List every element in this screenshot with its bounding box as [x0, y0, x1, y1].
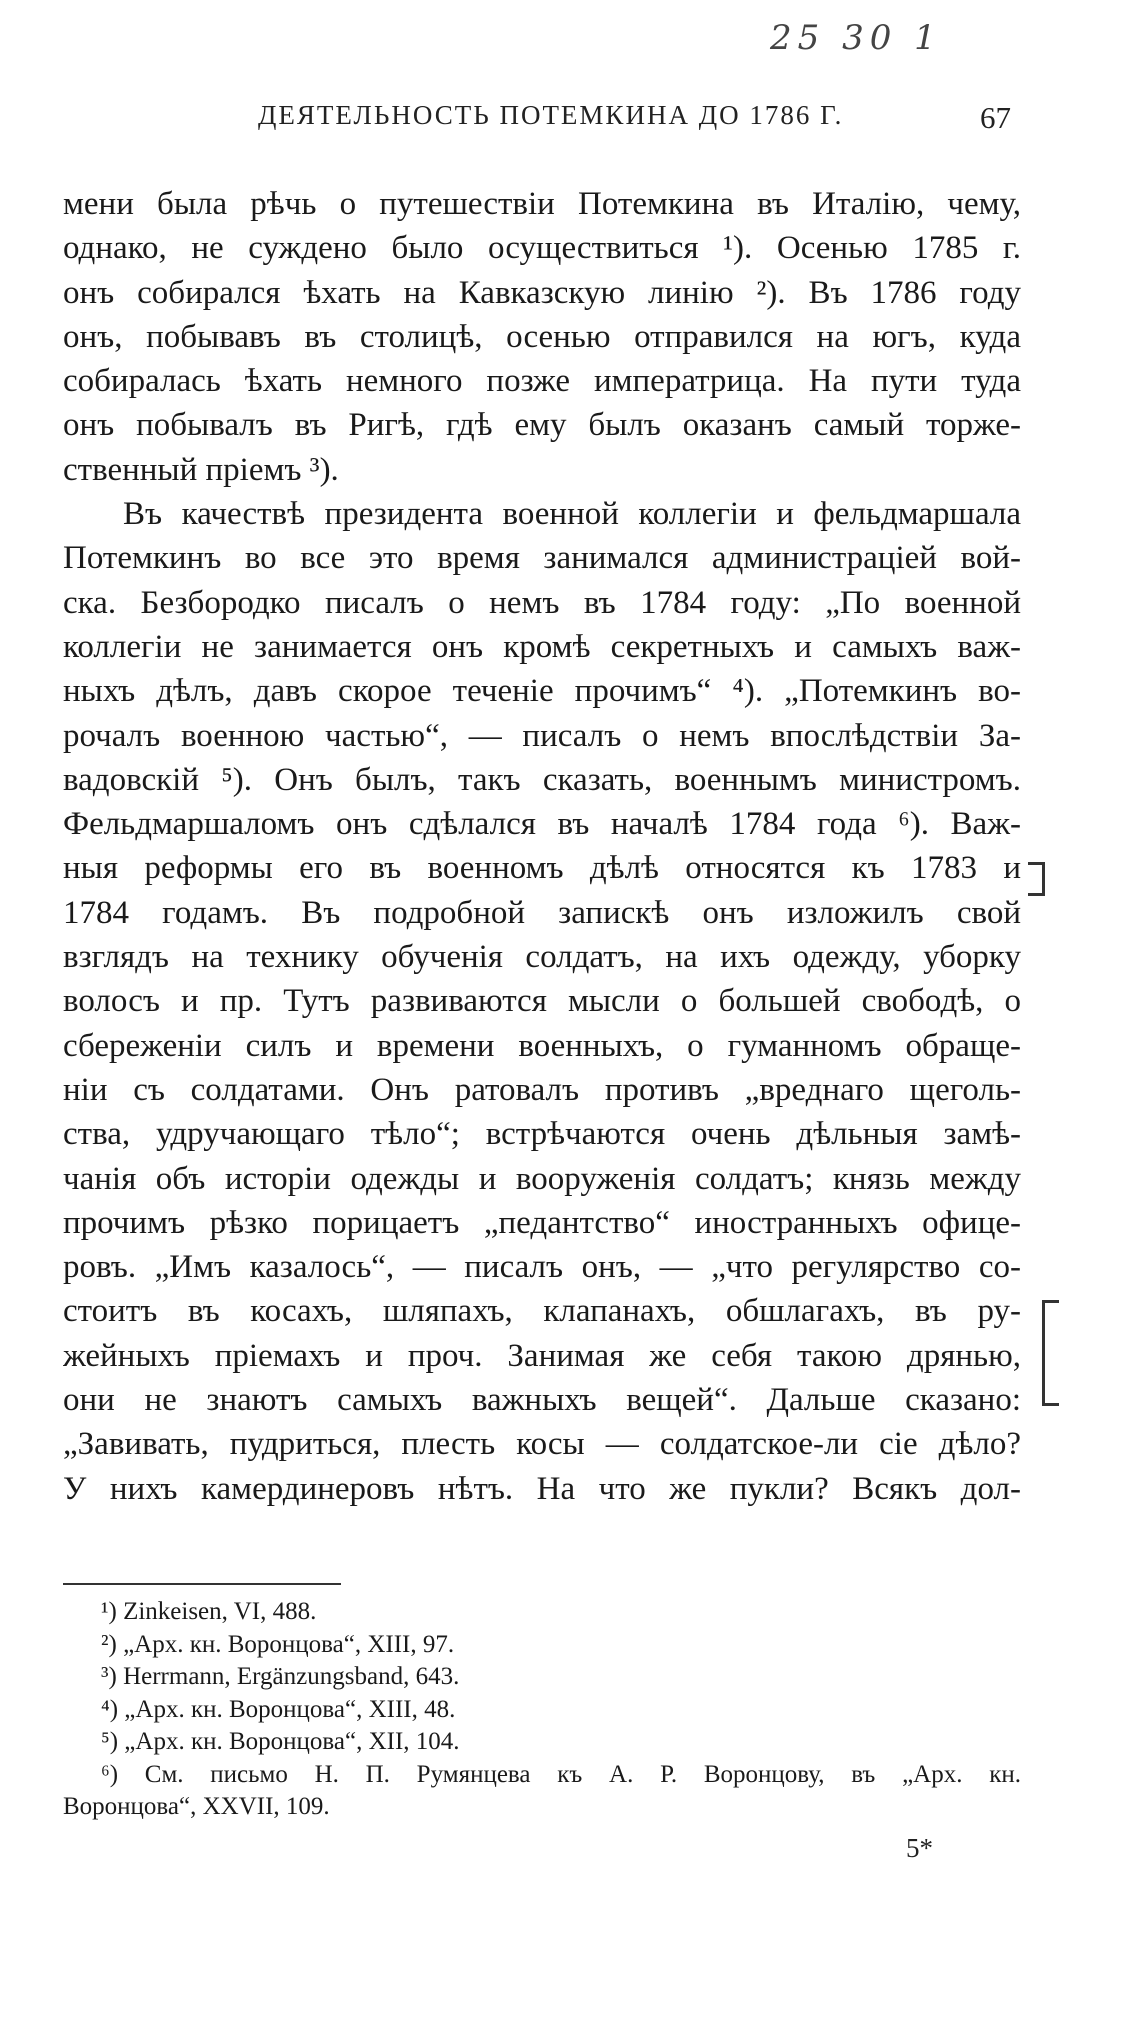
running-head: ДЕЯТЕЛЬНОСТЬ ПОТЕМКИНА ДО 1786 Г. — [258, 100, 844, 130]
text-line: онъ побывалъ въ Ригѣ, гдѣ ему былъ оказанъ самый торже- — [63, 407, 1021, 444]
text-line: У нихъ камердинеровъ нѣтъ. На что же пукли? Всякъ дол- — [63, 1470, 1021, 1507]
margin-bracket-mark — [1028, 862, 1045, 896]
text-line: вадовскій ⁵). Онъ былъ, такъ сказать, военнымъ министромъ. — [63, 761, 1021, 798]
text-line: ска. Безбородко писалъ о немъ въ 1784 году: „По военной — [63, 584, 1021, 621]
text-line: онъ, побывавъ въ столицѣ, осенью отправился на югъ, куда — [63, 318, 1021, 355]
text-line: ніи съ солдатами. Онъ ратовалъ противъ „вреднаго щеголь- — [63, 1071, 1021, 1108]
text-line: ровъ. „Имъ казалось“, — писалъ онъ, — „что регулярство со- — [63, 1249, 1021, 1286]
text-line: волосъ и пр. Тутъ развиваются мысли о большей свободѣ, о — [63, 983, 1021, 1020]
footnote: ²) „Арх. кн. Воронцова“, XIII, 97. — [101, 1630, 455, 1658]
margin-bracket-mark — [1042, 1300, 1059, 1406]
footnotes — [63, 1596, 1021, 1824]
footnote: ⁶) См. письмо Н. П. Румянцева къ А. Р. Воронцову, въ „Арх. кн. — [101, 1760, 1021, 1788]
text-line: онъ собирался ѣхать на Кавказскую линію ²). Въ 1786 году — [63, 274, 1021, 311]
text-line: ныхъ дѣлъ, давъ скорое теченіе прочимъ“ ⁴). „Потемкинъ во- — [63, 673, 1021, 710]
text-line: сбереженіи силъ и времени военныхъ, о гуманномъ обраще- — [63, 1027, 1021, 1064]
handwritten-annotation: 25 30 1 — [770, 18, 942, 58]
body-text — [63, 182, 1021, 1511]
text-line: Фельдмаршаломъ онъ сдѣлался въ началѣ 1784 года ⁶). Важ- — [63, 806, 1021, 843]
footnote: ⁵) „Арх. кн. Воронцова“, XII, 104. — [101, 1728, 460, 1755]
text-line: 1784 годамъ. Въ подробной запискѣ онъ изложилъ свой — [63, 894, 1021, 931]
text-line: „Завивать, пудриться, плесть косы — солдатское-ли сіе дѣло? — [63, 1426, 1021, 1463]
text-line: жейныхъ пріемахъ и проч. Занимая же себя такою дрянью, — [63, 1337, 1021, 1374]
text-line: чанія объ исторіи одежды и вооруженія солдатъ; князь между — [63, 1160, 1021, 1197]
footnote: ³) Herrmann, Ergänzungsband, 643. — [101, 1663, 460, 1690]
text-line: коллегіи не занимается онъ кромѣ секретныхъ и самыхъ важ- — [63, 628, 1021, 665]
text-line: они не знаютъ самыхъ важныхъ вещей“. Дальше сказано: — [63, 1382, 1021, 1419]
text-line: прочимъ рѣзко порицаетъ „педантство“ иностранныхъ офице- — [63, 1204, 1021, 1241]
footnote-continuation: Воронцова“, XXVII, 109. — [63, 1793, 330, 1820]
signature-mark: 5* — [906, 1833, 933, 1863]
footnote: ⁴) „Арх. кн. Воронцова“, XIII, 48. — [101, 1695, 456, 1723]
footnote-divider — [63, 1583, 341, 1585]
footnote: ¹) Zinkeisen, VI, 488. — [101, 1598, 317, 1625]
text-line: мени была рѣчь о путешествіи Потемкина въ Италію, чему, — [63, 186, 1021, 222]
text-line: рочалъ военною частью“, — писалъ о немъ впослѣдствіи За- — [63, 717, 1021, 754]
text-line: Потемкинъ во все это время занимался администраціей вой- — [63, 540, 1021, 577]
text-line: Въ качествѣ президента военной коллегіи и фельдмаршала — [123, 496, 1021, 533]
page-number: 67 — [980, 100, 1011, 135]
text-line: взглядъ на технику обученія солдатъ, на ихъ одежду, уборку — [63, 939, 1021, 976]
text-line: собиралась ѣхать немного позже императрица. На пути туда — [63, 363, 1021, 400]
text-line: ства, удручающаго тѣло“; встрѣчаются очень дѣльныя замѣ- — [63, 1116, 1021, 1153]
text-line: стоитъ въ косахъ, шляпахъ, клапанахъ, обшлагахъ, въ ру- — [63, 1293, 1021, 1330]
text-line: ственный пріемъ ³). — [63, 451, 339, 488]
text-line: однако, не суждено было осуществиться ¹). Осенью 1785 г. — [63, 230, 1021, 267]
text-line: ныя реформы его въ военномъ дѣлѣ относятся къ 1783 и — [63, 850, 1021, 887]
